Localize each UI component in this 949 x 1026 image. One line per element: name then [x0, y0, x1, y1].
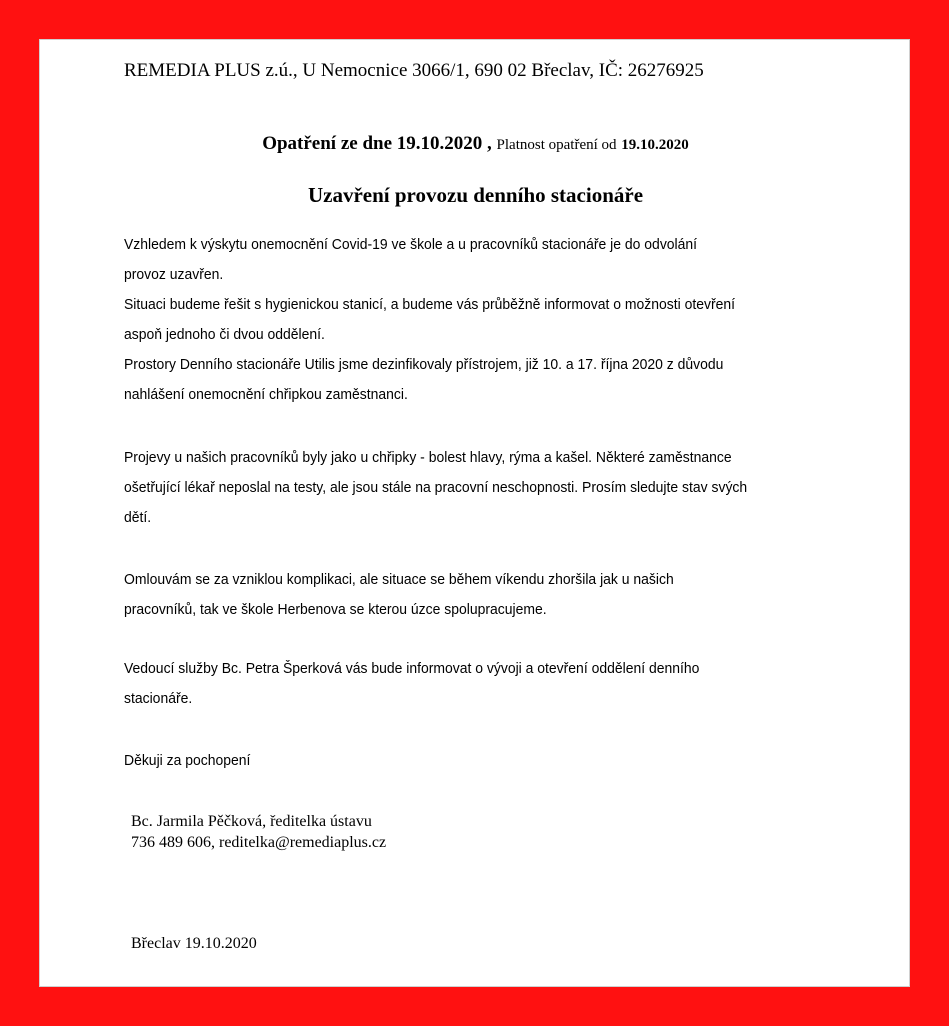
text-line: Projevy u našich pracovníků byly jako u chřipky - bolest hlavy, rýma a kašel. Některé zaměstnance	[124, 449, 732, 466]
text-line: Děkuji za pochopení	[124, 752, 251, 769]
text-line: dětí.	[124, 509, 152, 526]
paragraph-thanks	[124, 746, 250, 776]
paragraph-closure	[124, 230, 735, 410]
text-line: Vzhledem k výskytu onemocnění Covid-19 ve škole a u pracovníků stacionáře je do odvolání	[124, 236, 698, 253]
signature-contact: 736 489 606, reditelka@remediaplus.cz	[131, 834, 387, 851]
text-line: pracovníků, tak ve škole Herbenova se kterou úzce spolupracujeme.	[124, 601, 547, 618]
organization-header: REMEDIA PLUS z.ú., U Nemocnice 3066/1, 690 02 Břeclav, IČ: 26276925	[124, 60, 704, 81]
text-line: ošetřující lékař neposlal na testy, ale jsou stále na pracovní neschopnosti. Prosím sledujte stav svých	[124, 479, 748, 496]
text-line: Situaci budeme řešit s hygienickou stanicí, a budeme vás průběžně informovat o možnosti otevření	[124, 296, 736, 313]
measure-lead: Opatření ze dne 19.10.2020 ,	[262, 133, 492, 154]
measure-date-line	[40, 133, 911, 155]
paragraph-manager-info	[124, 654, 699, 714]
document-sheet	[39, 39, 910, 987]
text-line: stacionáře.	[124, 690, 193, 707]
text-line: nahlášení onemocnění chřipkou zaměstnanci.	[124, 386, 408, 403]
text-line: Vedoucí služby Bc. Petra Šperková vás bude informovat o vývoji a otevření oddělení denního	[124, 660, 700, 677]
text-line: provoz uzavřen.	[124, 266, 224, 283]
document-title: Uzavření provozu denního stacionáře	[307, 183, 644, 207]
text-line: aspoň jednoho či dvou oddělení.	[124, 326, 325, 343]
validity-date: 19.10.2020	[621, 137, 689, 153]
signature-name: Bc. Jarmila Pěčková, ředitelka ústavu	[131, 813, 372, 830]
text-line: Prostory Denního stacionáře Utilis jsme dezinfikovaly přístrojem, již 10. a 17. října 2020 z důvodu	[124, 356, 724, 373]
text-line: Omlouvám se za vzniklou komplikaci, ale situace se během víkendu zhoršila jak u našich	[124, 571, 674, 588]
place-and-date: Břeclav 19.10.2020	[131, 935, 257, 952]
paragraph-symptoms	[124, 443, 747, 533]
paragraph-apology	[124, 565, 674, 625]
validity-label: Platnost opatření od	[496, 137, 617, 153]
